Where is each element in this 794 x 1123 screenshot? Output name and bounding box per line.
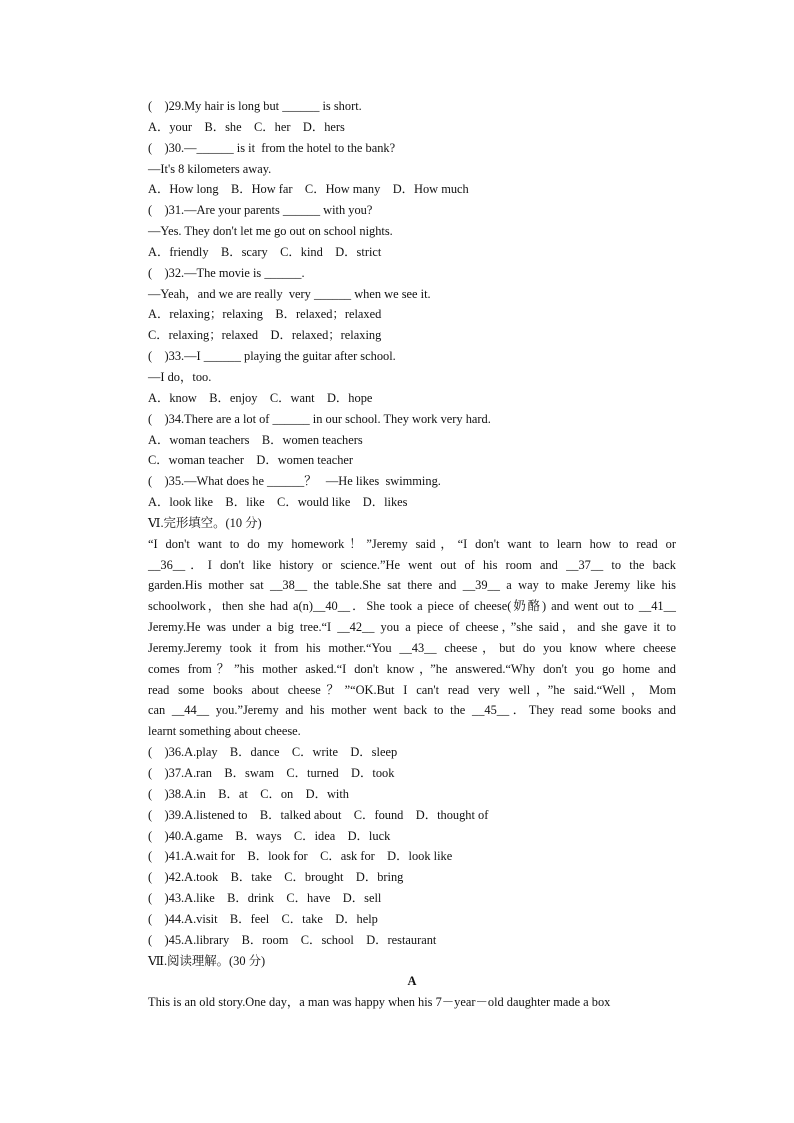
question-39: ( )39.A.listened to B．talked about C．found D．thought of — [148, 807, 489, 822]
question-41: ( )41.A.wait for B．look for C．ask for D．look like — [148, 849, 453, 864]
question-35-line: A．look like B．like C．would like D．likes — [148, 495, 408, 510]
question-31-line: A．friendly B．scary C．kind D．strict — [148, 244, 382, 259]
section-7-heading: Ⅶ.阅读理解。(30 分) — [148, 953, 266, 968]
cloze-line: learnt something about cheese. — [148, 724, 301, 739]
question-44: ( )44.A.visit B．feel C．take D．help — [148, 911, 378, 926]
cloze-line: Jeremy.He was under a big tree.“I __42__ you a piece of cheese，”she said，and she gave it to — [148, 620, 676, 635]
question-40: ( )40.A.game B．ways C．idea D．luck — [148, 828, 391, 843]
cloze-line: schoolwork，then she had a(n)__40__．She took a piece of cheese(奶酪) and went out to __41__ — [148, 599, 676, 614]
question-34-line: A．woman teachers B．women teachers — [148, 432, 363, 447]
multiple-choice-group-2 — [148, 742, 676, 950]
question-45: ( )45.A.library B．room C．school D．restaurant — [148, 932, 437, 947]
question-33-line: A．know B．enjoy C．want D．hope — [148, 390, 373, 405]
question-32-line: —Yeah，and we are really very ______ when we see it. — [148, 286, 431, 301]
question-38: ( )38.A.in B．at C．on D．with — [148, 786, 349, 801]
question-31-line: —Yes. They don't let me go out on school nights. — [148, 224, 393, 239]
cloze-line: Jeremy.Jeremy took it from his mother.“You __43__ cheese，but do you know where cheese — [148, 640, 676, 655]
cloze-line: “I don't want to do my homework！”Jeremy said，“I don't want to learn how to read or — [148, 536, 676, 551]
section-6-heading: Ⅵ.完形填空。(10 分) — [148, 515, 262, 530]
cloze-line: read some books about cheese？”“OK.But I can't read very well，”he said.“Well，Mom — [148, 682, 676, 697]
cloze-line: can __44__ you.”Jeremy and his mother went back to the __45__．They read some books and — [148, 703, 676, 718]
cloze-line: comes from？”his mother asked.“I don't know，”he answered.“Why don't you go home and — [148, 661, 676, 676]
question-36: ( )36.A.play B．dance C．write D．sleep — [148, 745, 398, 760]
question-43: ( )43.A.like B．drink C．have D．sell — [148, 891, 382, 906]
question-42: ( )42.A.took B．take C．brought D．bring — [148, 870, 404, 885]
question-32-line: A．relaxing；relaxing B．relaxed；relaxed — [148, 307, 382, 322]
question-30-line: A．How long B．How far C．How many D．How much — [148, 182, 469, 197]
passage-title: A — [407, 974, 417, 989]
cloze-line: garden.His mother sat __38__ the table.She sat there and __39__ a way to make Jeremy like his — [148, 578, 676, 593]
cloze-line: __36__．I don't like history or science.”He went out of his room and __37__ to the back — [148, 557, 676, 572]
question-33-line: —I do，too. — [148, 369, 212, 384]
question-30-line: —It's 8 kilometers away. — [148, 161, 272, 176]
question-35: ( )35.—What does he ______？ —He likes swimming. — [148, 474, 441, 489]
passage-first-line: This is an old story.One day，a man was happy when his 7－year－old daughter made a box — [148, 995, 611, 1010]
question-34-line: C．woman teacher D．women teacher — [148, 453, 354, 468]
cloze-passage — [148, 534, 676, 742]
question-29-line: A．your B．she C．her D．hers — [148, 119, 345, 134]
question-29: ( )29.My hair is long but ______ is short. — [148, 99, 362, 113]
question-30: ( )30.—______ is it from the hotel to the bank? — [148, 140, 396, 155]
question-33: ( )33.—I ______ playing the guitar after school. — [148, 349, 396, 364]
question-32: ( )32.—The movie is ______. — [148, 265, 305, 280]
question-32-line: C．relaxing；relaxed D．relaxed；relaxing — [148, 328, 382, 343]
exam-page — [148, 96, 676, 1013]
question-31: ( )31.—Are your parents ______ with you? — [148, 203, 373, 218]
question-37: ( )37.A.ran B．swam C．turned D．took — [148, 766, 395, 780]
question-34: ( )34.There are a lot of ______ in our school. They work very hard. — [148, 411, 491, 426]
multiple-choice-group-1 — [148, 96, 676, 513]
